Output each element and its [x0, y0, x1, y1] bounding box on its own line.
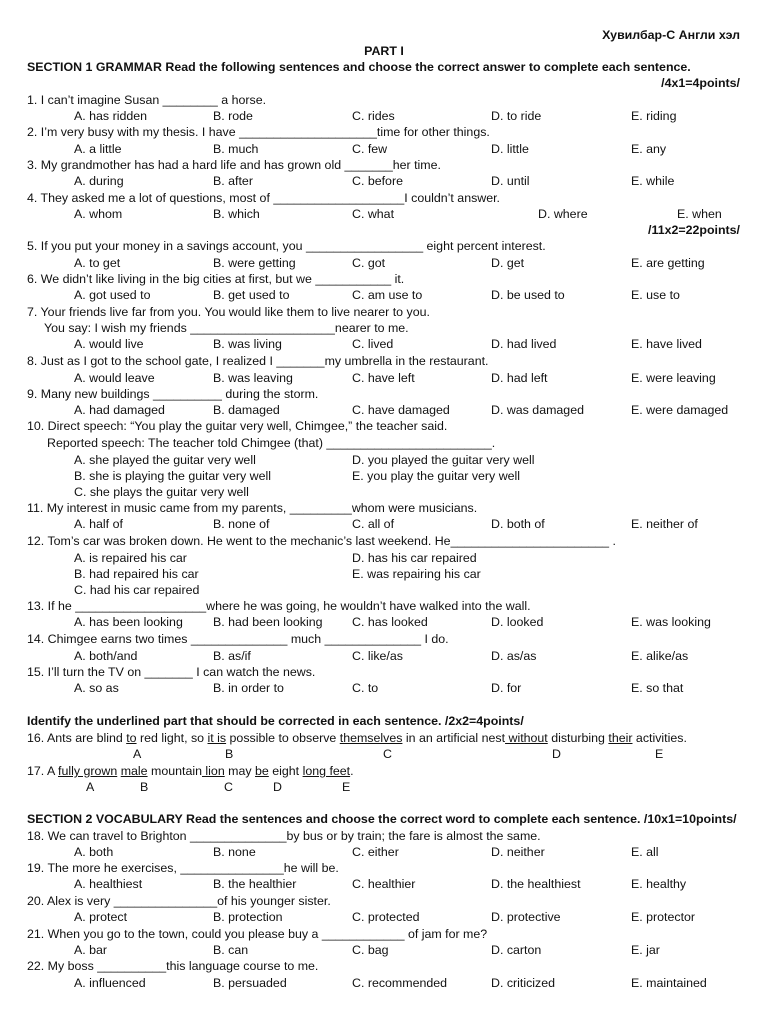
option-1d[interactable]: D. to ride: [491, 109, 542, 123]
option-9d[interactable]: D. was damaged: [491, 403, 584, 417]
question-1: 1. I can’t imagine Susan ________ a horse.: [27, 93, 267, 107]
question-17: 17. A fully grown male mountain lion may be eight long feet.: [27, 764, 354, 778]
option-12c[interactable]: C. had his car repaired: [74, 583, 200, 597]
q16-part-b: it is: [207, 731, 227, 745]
option-5a[interactable]: A. to get: [74, 256, 121, 270]
option-8d[interactable]: D. had left: [491, 371, 548, 385]
option-8e[interactable]: E. were leaving: [631, 371, 716, 385]
underline-section-title: Identify the underlined part that should be corrected in each sentence. /2x2=4points/: [27, 714, 524, 728]
q17-letter-c[interactable]: C: [224, 780, 233, 794]
option-6e[interactable]: E. use to: [631, 288, 680, 302]
question-10: 10. Direct speech: “You play the guitar very well, Chimgee,” the teacher said.: [27, 419, 448, 433]
question-9: 9. Many new buildings __________ during the storm.: [27, 387, 319, 401]
option-8c[interactable]: C. have left: [352, 371, 415, 385]
option-21b[interactable]: B. can: [213, 943, 249, 957]
q17-letter-b[interactable]: B: [140, 780, 149, 794]
option-11a[interactable]: A. half of: [74, 517, 123, 531]
q17-letter-e[interactable]: E: [342, 780, 351, 794]
option-7b[interactable]: B. was living: [213, 337, 282, 351]
option-15c[interactable]: C. to: [352, 681, 379, 695]
option-3b[interactable]: B. after: [213, 174, 253, 188]
option-5e[interactable]: E. are getting: [631, 256, 705, 270]
option-12b[interactable]: B. had repaired his car: [74, 567, 199, 581]
q16-letter-d[interactable]: D: [552, 747, 561, 761]
option-2e[interactable]: E. any: [631, 142, 667, 156]
option-14c[interactable]: C. like/as: [352, 649, 403, 663]
q17-letter-a[interactable]: A: [86, 780, 95, 794]
option-19a[interactable]: A. healthiest: [74, 877, 143, 891]
option-15d[interactable]: D. for: [491, 681, 522, 695]
option-19d[interactable]: D. the healthiest: [491, 877, 581, 891]
option-2d[interactable]: D. little: [491, 142, 529, 156]
q16-letter-a[interactable]: A: [133, 747, 142, 761]
q16-letter-c[interactable]: C: [383, 747, 392, 761]
option-3e[interactable]: E. while: [631, 174, 675, 188]
question-16: 16. Ants are blind to red light, so it is possible to observe themselves in an artificial nest without disturbing their activities.: [27, 731, 687, 745]
option-9a[interactable]: A. had damaged: [74, 403, 165, 417]
option-3c[interactable]: C. before: [352, 174, 403, 188]
option-19c[interactable]: C. healthier: [352, 877, 416, 891]
option-2a[interactable]: A. a little: [74, 142, 122, 156]
option-5d[interactable]: D. get: [491, 256, 525, 270]
option-6b[interactable]: B. get used to: [213, 288, 290, 302]
q17-part-d: be: [255, 764, 269, 778]
option-9e[interactable]: E. were damaged: [631, 403, 729, 417]
option-10b[interactable]: B. she is playing the guitar very well: [74, 469, 271, 483]
option-14d[interactable]: D. as/as: [491, 649, 537, 663]
option-7e[interactable]: E. have lived: [631, 337, 702, 351]
question-7-line2: You say: I wish my friends _____________________nearer to me.: [44, 321, 409, 335]
q16-letter-b[interactable]: B: [225, 747, 234, 761]
question-19: 19. The more he exercises, _______________he will be.: [27, 861, 339, 875]
option-13d[interactable]: D. looked: [491, 615, 544, 629]
question-3: 3. My grandmother has had a hard life and has grown old _______her time.: [27, 158, 441, 172]
question-5: 5. If you put your money in a savings account, you _________________ eight percent interest.: [27, 239, 546, 253]
option-4e[interactable]: E. when: [677, 207, 722, 221]
section2-title: SECTION 2 VOCABULARY Read the sentences and choose the correct word to complete each sentence. /10x1=10points/: [27, 812, 737, 826]
option-14a[interactable]: A. both/and: [74, 649, 138, 663]
option-22b[interactable]: B. persuaded: [213, 976, 287, 990]
option-18d[interactable]: D. neither: [491, 845, 545, 859]
option-4b[interactable]: B. which: [213, 207, 260, 221]
option-8a[interactable]: A. would leave: [74, 371, 155, 385]
option-18c[interactable]: C. either: [352, 845, 399, 859]
option-22c[interactable]: C. recommended: [352, 976, 448, 990]
option-5b[interactable]: B. were getting: [213, 256, 296, 270]
option-5c[interactable]: C. got: [352, 256, 386, 270]
question-8: 8. Just as I got to the school gate, I realized I _______my umbrella in the restaurant.: [27, 354, 489, 368]
option-4c[interactable]: C. what: [352, 207, 395, 221]
option-20d[interactable]: D. protective: [491, 910, 561, 924]
option-8b[interactable]: B. was leaving: [213, 371, 293, 385]
variant-label: Хувилбар-С Англи хэл: [602, 28, 740, 42]
q16-part-c: themselves: [339, 731, 403, 745]
option-12a[interactable]: A. is repaired his car: [74, 551, 187, 565]
option-2b[interactable]: B. much: [213, 142, 259, 156]
option-13b[interactable]: B. had been looking: [213, 615, 323, 629]
option-1a[interactable]: A. has ridden: [74, 109, 148, 123]
option-11d[interactable]: D. both of: [491, 517, 545, 531]
question-18: 18. We can travel to Brighton ______________by bus or by train; the fare is almost the same.: [27, 829, 541, 843]
question-22: 22. My boss __________this language course to me.: [27, 959, 319, 973]
option-15a[interactable]: A. so as: [74, 681, 119, 695]
question-20: 20. Alex is very _______________of his younger sister.: [27, 894, 331, 908]
option-22d[interactable]: D. criticized: [491, 976, 556, 990]
option-10c[interactable]: C. she plays the guitar very well: [74, 485, 249, 499]
option-1b[interactable]: B. rode: [213, 109, 253, 123]
q17-part-e: long feet: [302, 764, 351, 778]
question-13: 13. If he ___________________where he was going, he wouldn’t have walked into the wall.: [27, 599, 531, 613]
option-1e[interactable]: E. riding: [631, 109, 677, 123]
option-20e[interactable]: E. protector: [631, 910, 696, 924]
question-14: 14. Chimgee earns two times ______________ much ______________ I do.: [27, 632, 449, 646]
option-6c[interactable]: C. am use to: [352, 288, 423, 302]
option-10e[interactable]: E. you play the guitar very well: [352, 469, 521, 483]
option-13e[interactable]: E. was looking: [631, 615, 711, 629]
option-13c[interactable]: C. has looked: [352, 615, 428, 629]
question-21: 21. When you go to the town, could you please buy a ____________ of jam for me?: [27, 927, 488, 941]
option-7d[interactable]: D. had lived: [491, 337, 557, 351]
points-q5-15: /11x2=22points/: [648, 223, 740, 237]
option-6a[interactable]: A. got used to: [74, 288, 151, 302]
question-15: 15. I’ll turn the TV on _______ I can watch the news.: [27, 665, 316, 679]
option-7c[interactable]: C. lived: [352, 337, 394, 351]
question-7: 7. Your friends live far from you. You would like them to live nearer to you.: [27, 305, 430, 319]
option-12e[interactable]: E. was repairing his car: [352, 567, 481, 581]
q17-part-b: male: [120, 764, 148, 778]
option-11b[interactable]: B. none of: [213, 517, 270, 531]
option-21e[interactable]: E. jar: [631, 943, 660, 957]
part-title: PART I: [364, 44, 404, 58]
option-13a[interactable]: A. has been looking: [74, 615, 183, 629]
q17-part-a: fully grown: [58, 764, 118, 778]
option-12d[interactable]: D. has his car repaired: [352, 551, 477, 565]
option-19b[interactable]: B. the healthier: [213, 877, 297, 891]
option-4a[interactable]: A. whom: [74, 207, 123, 221]
option-9b[interactable]: B. damaged: [213, 403, 280, 417]
option-11e[interactable]: E. neither of: [631, 517, 698, 531]
q17-part-c: lion: [201, 764, 225, 778]
option-14e[interactable]: E. alike/as: [631, 649, 689, 663]
option-22a[interactable]: A. influenced: [74, 976, 146, 990]
option-3d[interactable]: D. until: [491, 174, 530, 188]
q16-part-e: their: [608, 731, 633, 745]
points-q1-4: /4x1=4points/: [661, 76, 740, 90]
option-18b[interactable]: B. none: [213, 845, 256, 859]
option-20a[interactable]: A. protect: [74, 910, 128, 924]
question-6: 6. We didn’t like living in the big cities at first, but we ___________ it.: [27, 272, 405, 286]
option-15b[interactable]: B. in order to: [213, 681, 284, 695]
option-18a[interactable]: A. both: [74, 845, 114, 859]
option-2c[interactable]: C. few: [352, 142, 388, 156]
option-19e[interactable]: E. healthy: [631, 877, 687, 891]
option-15e[interactable]: E. so that: [631, 681, 684, 695]
question-12: 12. Tom’s car was broken down. He went to the mechanic’s last weekend. He_______________________ .: [27, 534, 616, 548]
option-21d[interactable]: D. carton: [491, 943, 542, 957]
option-20c[interactable]: C. protected: [352, 910, 420, 924]
option-14b[interactable]: B. as/if: [213, 649, 251, 663]
q16-letter-e[interactable]: E: [655, 747, 664, 761]
q17-letter-d[interactable]: D: [273, 780, 282, 794]
option-9c[interactable]: C. have damaged: [352, 403, 450, 417]
option-21a[interactable]: A. bar: [74, 943, 108, 957]
question-11: 11. My interest in music came from my parents, _________whom were musicians.: [27, 501, 478, 515]
option-20b[interactable]: B. protection: [213, 910, 283, 924]
section1-title: SECTION 1 GRAMMAR Read the following sentences and choose the correct answer to complete each sentence.: [27, 60, 691, 74]
option-22e[interactable]: E. maintained: [631, 976, 707, 990]
question-4: 4. They asked me a lot of questions, most of ___________________I couldn’t answer.: [27, 191, 501, 205]
option-21c[interactable]: C. bag: [352, 943, 389, 957]
option-6d[interactable]: D. be used to: [491, 288, 565, 302]
option-1c[interactable]: C. rides: [352, 109, 395, 123]
option-10d[interactable]: D. you played the guitar very well: [352, 453, 535, 467]
option-10a[interactable]: A. she played the guitar very well: [74, 453, 256, 467]
question-10-line2: Reported speech: The teacher told Chimgee (that) ________________________.: [47, 436, 496, 450]
option-3a[interactable]: A. during: [74, 174, 124, 188]
q16-part-d: without: [505, 731, 548, 745]
question-2: 2. I’m very busy with my thesis. I have ____________________time for other things.: [27, 125, 490, 139]
option-4d[interactable]: D. where: [538, 207, 588, 221]
q16-part-a: to: [126, 731, 137, 745]
option-7a[interactable]: A. would live: [74, 337, 144, 351]
option-11c[interactable]: C. all of: [352, 517, 395, 531]
option-18e[interactable]: E. all: [631, 845, 659, 859]
